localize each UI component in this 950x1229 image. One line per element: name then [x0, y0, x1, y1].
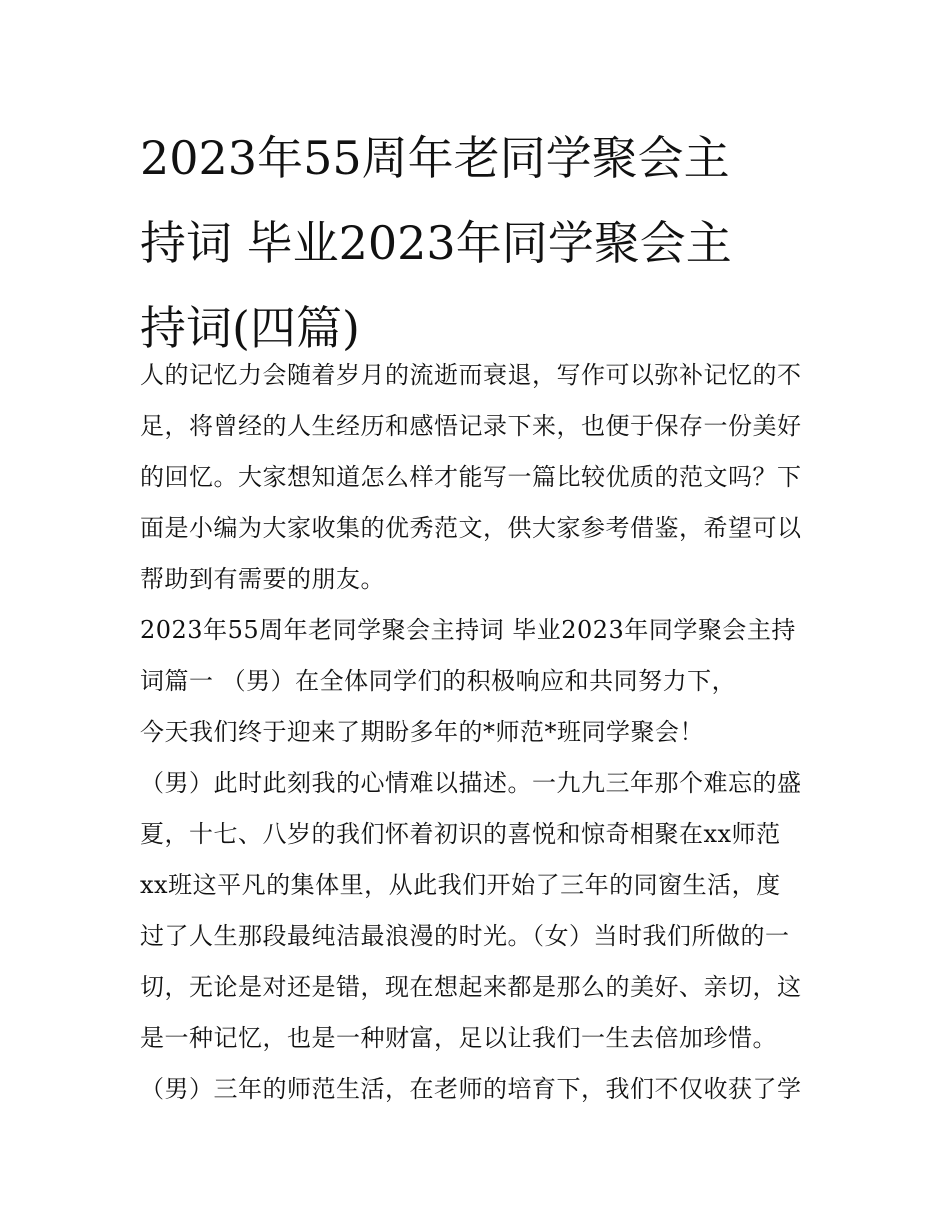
body-line: （男）三年的师范生活，在老师的培育下，我们不仅收获了学	[140, 1075, 802, 1103]
body-line: 的回忆。大家想知道怎么样才能写一篇比较优质的范文吗？下	[140, 463, 802, 491]
body-line: 帮助到有需要的朋友。	[140, 565, 385, 593]
body-line: 夏，十七、八岁的我们怀着初识的喜悦和惊奇相聚在xx师范	[140, 820, 781, 848]
body-line: 过了人生那段最纯洁最浪漫的时光。（女）当时我们所做的一	[140, 922, 790, 950]
title-line-1: 2023年55周年老同学聚会主	[140, 131, 730, 185]
title-line-2: 持词 毕业2023年同学聚会主	[140, 216, 732, 270]
document-body	[140, 350, 820, 1115]
body-line: 2023年55周年老同学聚会主持词 毕业2023年同学聚会主持	[140, 616, 796, 644]
title-line-3: 持词(四篇)	[140, 301, 360, 355]
body-line: 人的记忆力会随着岁月的流逝而衰退，写作可以弥补记忆的不	[140, 361, 802, 389]
body-line: 面是小编为大家收集的优秀范文，供大家参考借鉴，希望可以	[140, 514, 802, 542]
body-line: 是一种记忆，也是一种财富，足以让我们一生去倍加珍惜。	[140, 1024, 777, 1052]
body-line: 词篇一 （男）在全体同学们的积极响应和共同努力下，	[140, 667, 737, 695]
body-line: 足，将曾经的人生经历和感悟记录下来，也便于保存一份美好	[140, 412, 802, 440]
body-line: 切，无论是对还是错，现在想起来都是那么的美好、亲切，这	[140, 973, 802, 1001]
body-line: xx班这平凡的集体里，从此我们开始了三年的同窗生活，度	[140, 871, 781, 899]
body-line: 今天我们终于迎来了期盼多年的*师范*班同学聚会！	[140, 718, 704, 746]
body-line: （男）此时此刻我的心情难以描述。一九九三年那个难忘的盛	[140, 769, 802, 797]
document-title	[140, 116, 820, 371]
